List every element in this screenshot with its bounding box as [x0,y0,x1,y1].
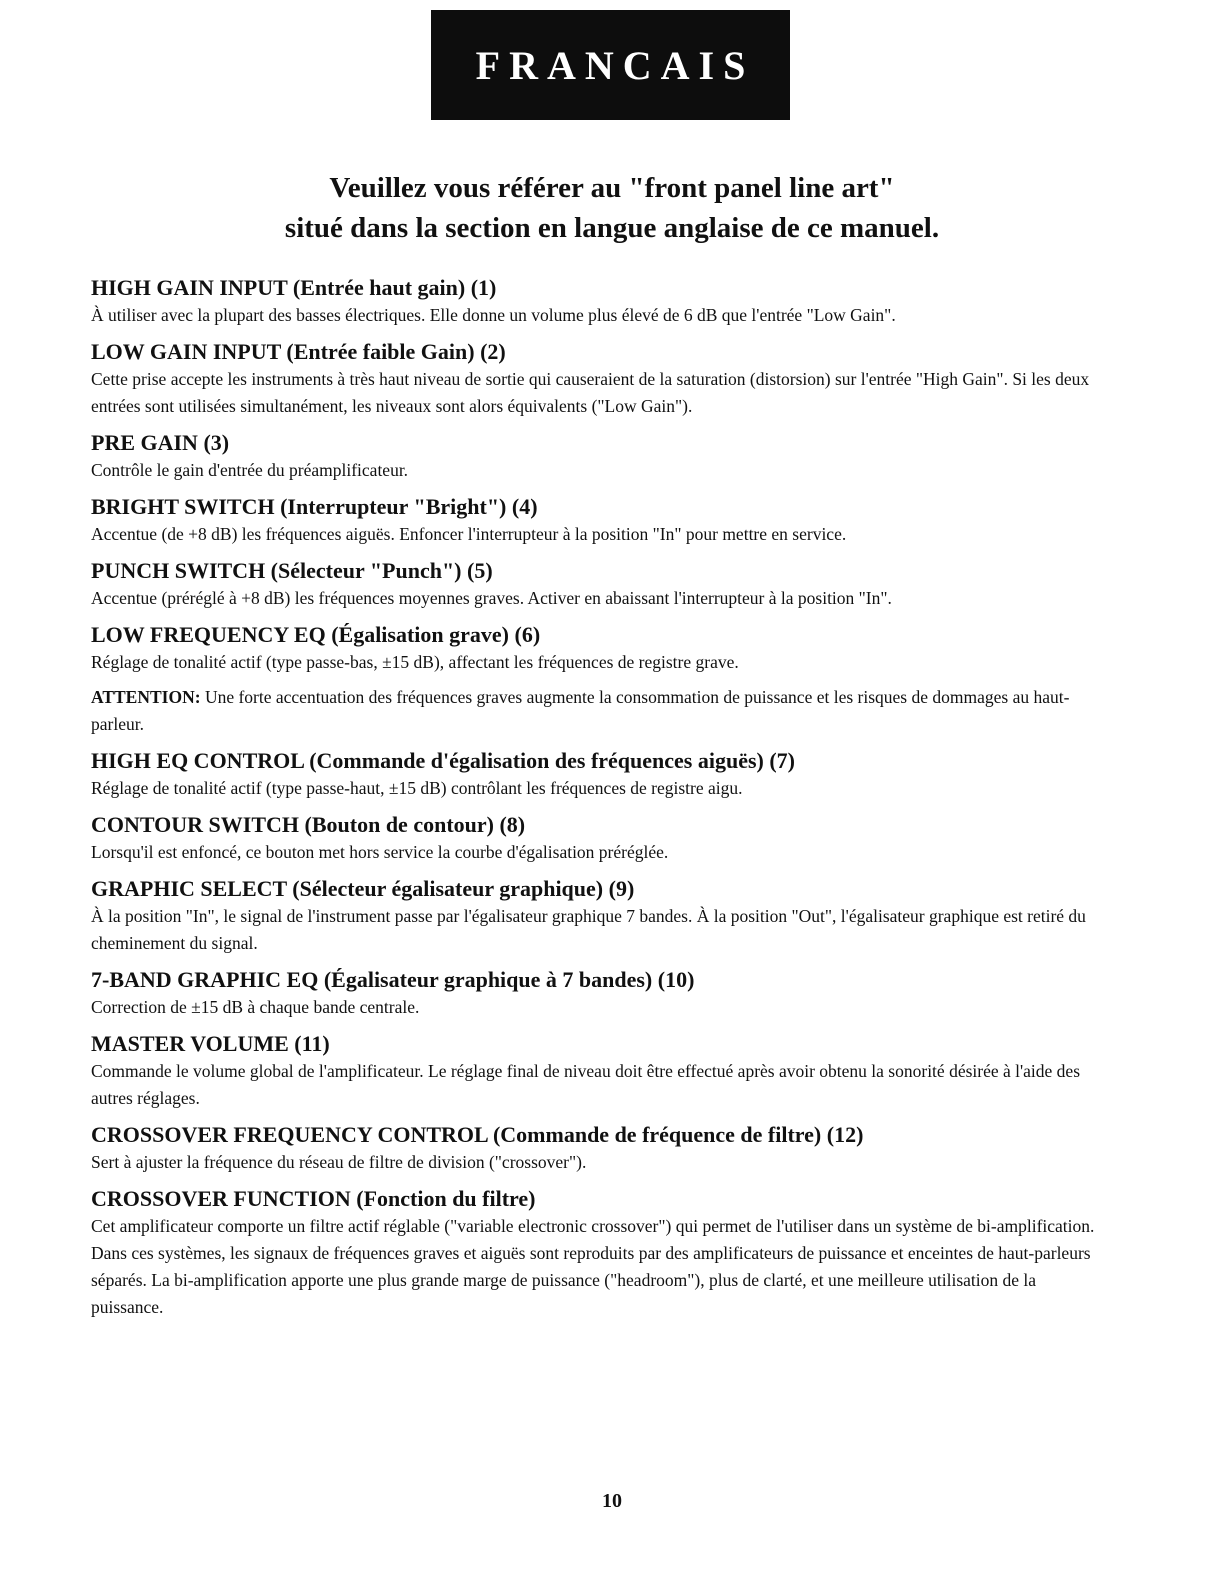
section-low-frequency-eq [91,620,1101,676]
section-title: HIGH GAIN INPUT (Entrée haut gain) (1) [91,275,497,300]
section-body: Réglage de tonalité actif (type passe-bas, ±15 dB), affectant les fréquences de registre grave. [91,652,739,672]
section-title: HIGH EQ CONTROL (Commande d'égalisation des fréquences aiguës) (7) [91,748,796,773]
section-body: Commande le volume global de l'amplificateur. Le réglage final de niveau doit être effectué après avoir obtenu la sonorité désirée à l'aide des autres réglages. [91,1061,1080,1108]
section-crossover-function [91,1184,1101,1321]
section-bright-switch [91,492,1101,548]
attention-note [91,684,1101,738]
section-body: Réglage de tonalité actif (type passe-haut, ±15 dB) contrôlant les fréquences de registre aigu. [91,778,743,798]
section-high-eq-control [91,746,1101,802]
section-title: 7-BAND GRAPHIC EQ (Égalisateur graphique à 7 bandes) (10) [91,967,695,992]
intro-heading [0,168,1224,248]
intro-line-2: situé dans la section en langue anglaise de ce manuel. [284,212,940,244]
section-title: CONTOUR SWITCH (Bouton de contour) (8) [91,812,526,837]
section-title: CROSSOVER FREQUENCY CONTROL (Commande de fréquence de filtre) (12) [91,1122,864,1147]
section-title: CROSSOVER FUNCTION (Fonction du filtre) [91,1186,536,1211]
section-body: Accentue (de +8 dB) les fréquences aiguës. Enfoncer l'interrupteur à la position "In" pour mettre en service. [91,524,847,544]
section-body: À utiliser avec la plupart des basses électriques. Elle donne un volume plus élevé de 6 dB que l'entrée "Low Gain". [91,305,896,325]
attention-text: Une forte accentuation des fréquences graves augmente la consommation de puissance et les risques de dommages au haut-parleur. [91,687,1070,734]
section-body: Sert à ajuster la fréquence du réseau de filtre de division ("crossover"). [91,1152,587,1172]
section-body: Contrôle le gain d'entrée du préamplificateur. [91,460,409,480]
section-7-band-graphic-eq [91,965,1101,1021]
section-body: Lorsqu'il est enfoncé, ce bouton met hors service la courbe d'égalisation préréglée. [91,842,669,862]
section-title: MASTER VOLUME (11) [91,1031,330,1056]
section-low-gain-input [91,337,1101,420]
page-number: 10 [602,1490,622,1512]
language-banner: FRANCAIS [431,10,790,120]
section-body: Cette prise accepte les instruments à très haut niveau de sortie qui causeraient de la saturation (distorsion) sur l'entrée "High Gain". Si les deux entrées sont utilisées simultanément, les niveaux sont alors équivalents ("Low Gain"). [91,369,1090,416]
section-crossover-frequency-control [91,1120,1101,1176]
section-title: GRAPHIC SELECT (Sélecteur égalisateur graphique) (9) [91,876,635,901]
intro-line-1: Veuillez vous référer au "front panel line art" [329,172,895,204]
section-title: LOW GAIN INPUT (Entrée faible Gain) (2) [91,339,506,364]
section-contour-switch [91,810,1101,866]
attention-label: ATTENTION: [91,687,201,707]
section-body: Correction de ±15 dB à chaque bande centrale. [91,997,420,1017]
section-master-volume [91,1029,1101,1112]
section-body: À la position "In", le signal de l'instrument passe par l'égalisateur graphique 7 bandes. À la position "Out", l'égalisateur graphique est retiré du cheminement du signal. [91,906,1086,953]
section-graphic-select [91,874,1101,957]
section-punch-switch [91,556,1101,612]
section-high-gain-input [91,273,1101,329]
section-body: Cet amplificateur comporte un filtre actif réglable ("variable electronic crossover") qui permet de l'utiliser dans un système de bi-amplification. Dans ces systèmes, les signaux de fréquences graves et aiguës sont reproduits par des amplificateurs de puissance et enceintes de haut-parleurs séparés. La bi-amplification apporte une plus grande marge de puissance ("headroom"), plus de clarté, et une meilleure utilisation de la puissance. [91,1216,1095,1317]
section-title: PUNCH SWITCH (Sélecteur "Punch") (5) [91,558,493,583]
section-body: Accentue (préréglé à +8 dB) les fréquences moyennes graves. Activer en abaissant l'interrupteur à la position "In". [91,588,892,608]
section-title: LOW FREQUENCY EQ (Égalisation grave) (6) [91,622,541,647]
controls-description [91,273,1101,1329]
section-title: PRE GAIN (3) [91,430,230,455]
section-pre-gain [91,428,1101,484]
section-title: BRIGHT SWITCH (Interrupteur "Bright") (4) [91,494,538,519]
